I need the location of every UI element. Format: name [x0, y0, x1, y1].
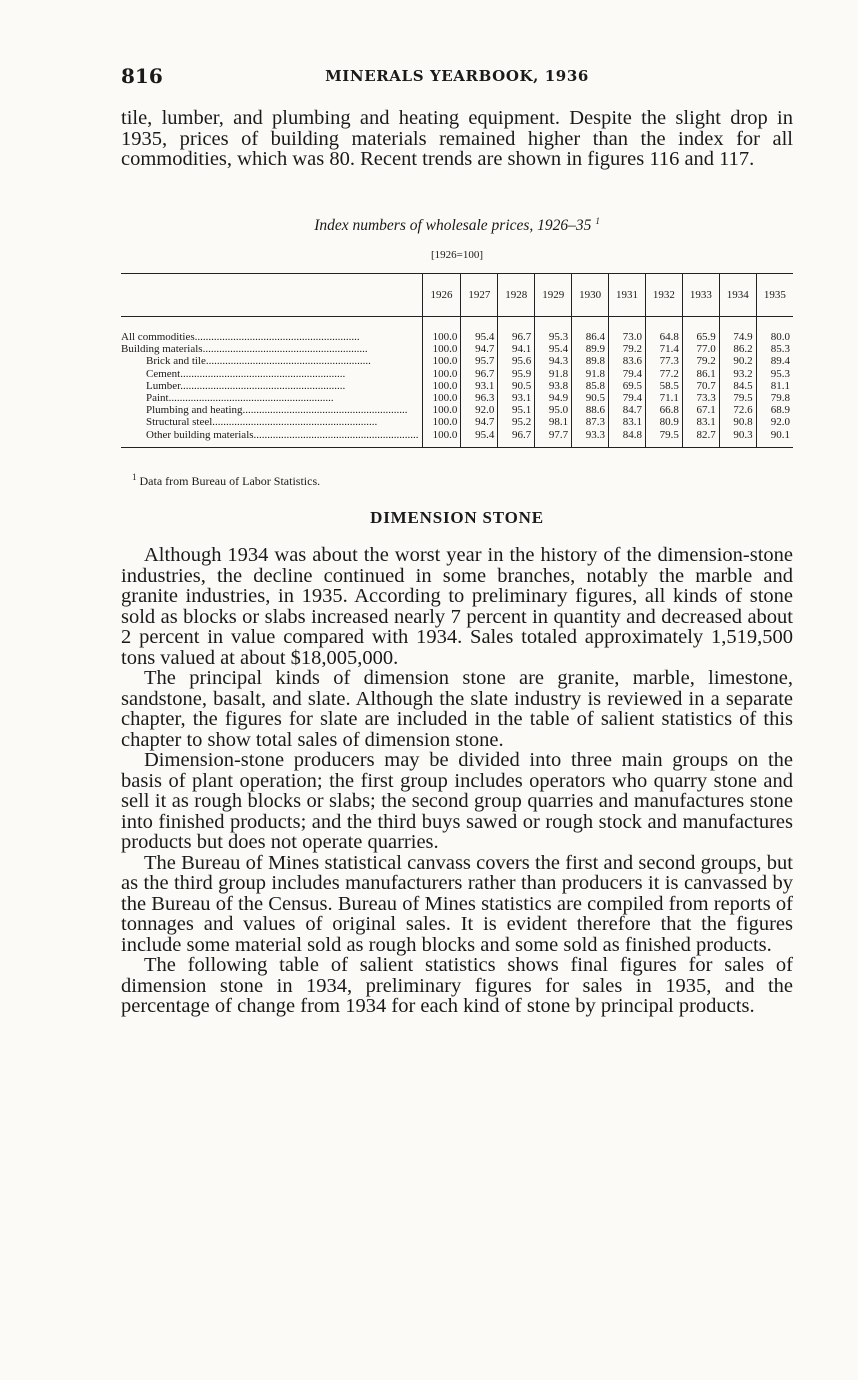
- value-cell: 94.7: [461, 416, 498, 428]
- spacer-cell: [645, 317, 682, 332]
- page-header: [121, 64, 793, 88]
- spacer-cell: [719, 317, 756, 332]
- value-cell: 68.9: [756, 404, 793, 416]
- column-header-1929: 1929: [535, 274, 572, 317]
- value-cell: 79.2: [682, 355, 719, 367]
- value-cell: 95.4: [461, 429, 498, 448]
- page-number: 816: [121, 64, 163, 88]
- value-cell: 95.2: [498, 416, 535, 428]
- value-cell: 87.3: [572, 416, 609, 428]
- value-cell: 86.1: [682, 368, 719, 380]
- table-row: [121, 404, 793, 416]
- column-header-1935: 1935: [756, 274, 793, 317]
- value-cell: 96.7: [498, 331, 535, 343]
- value-cell: 95.6: [498, 355, 535, 367]
- table-body: [121, 317, 793, 448]
- value-cell: 77.3: [645, 355, 682, 367]
- value-cell: 77.0: [682, 343, 719, 355]
- value-cell: 66.8: [645, 404, 682, 416]
- row-label-text: Building materials............................................................: [121, 343, 368, 356]
- value-cell: 95.1: [498, 404, 535, 416]
- row-label-text: All commodities............................................................: [121, 331, 360, 344]
- value-cell: 90.2: [719, 355, 756, 367]
- value-cell: 100.0: [422, 331, 461, 343]
- value-cell: 93.1: [498, 392, 535, 404]
- value-cell: 94.7: [461, 343, 498, 355]
- value-cell: 100.0: [422, 368, 461, 380]
- column-header-1934: 1934: [719, 274, 756, 317]
- spacer-cell: [422, 317, 461, 332]
- value-cell: 93.3: [572, 429, 609, 448]
- value-cell: 90.5: [498, 380, 535, 392]
- body-paragraph: Dimension-stone producers may be divided into three main groups on the basis of plant operation; the first group includes operators who quarry stone and sell it as rough blocks or slabs; the second group quarries and manufactures stone into finished products; and the third buys sawed or rough stock and manufactures products but does not operate quarries.: [121, 749, 793, 853]
- row-label-text: Other building materials............................................................: [146, 428, 419, 441]
- body-paragraph: The Bureau of Mines statistical canvass covers the first and second groups, but as the third group includes manufacturers rather than producers it is canvassed by the Bureau of the Census. Bureau of Mines statistics are compiled from reports of tonnages and values of original sales. It is evident therefore that the figures include some material sold as rough blocks and some sold as finished products.: [121, 851, 793, 956]
- footnote-text: Data from Bureau of Labor Statistics.: [139, 474, 321, 488]
- value-cell: 98.1: [535, 416, 572, 428]
- value-cell: 95.3: [535, 331, 572, 343]
- value-cell: 74.9: [719, 331, 756, 343]
- value-cell: 100.0: [422, 343, 461, 355]
- value-cell: 95.4: [461, 331, 498, 343]
- value-cell: 100.0: [422, 380, 461, 392]
- row-label: [121, 380, 422, 392]
- intro-paragraph: [121, 108, 793, 170]
- section-heading: DIMENSION STONE: [370, 508, 544, 527]
- table-title: [121, 216, 793, 235]
- spacer-cell: [609, 317, 646, 332]
- value-cell: 95.0: [535, 404, 572, 416]
- section-body: [121, 545, 793, 1017]
- value-cell: 73.3: [682, 392, 719, 404]
- row-label-text: Plumbing and heating............................................................: [146, 404, 408, 417]
- value-cell: 96.3: [461, 392, 498, 404]
- table-title-footnote-mark: 1: [595, 216, 600, 226]
- footnote-mark: 1: [132, 472, 137, 482]
- body-paragraph: Although 1934 was about the worst year in the history of the dimension-stone industries, the decline continued in some branches, notably the marble and granite industries, in 1935. According to preliminary figures, all kinds of stone sold as blocks or slabs increased nearly 7 percent in quantity and decreased about 2 percent in value compared with 1934. Sales totaled approximately 1,519,500 tons valued at about $18,005,000.: [121, 544, 793, 669]
- row-label: [121, 404, 422, 416]
- column-header-1932: 1932: [645, 274, 682, 317]
- value-cell: 89.8: [572, 355, 609, 367]
- row-label-text: Paint............................................................: [146, 392, 334, 405]
- value-cell: 84.8: [609, 429, 646, 448]
- value-cell: 65.9: [682, 331, 719, 343]
- value-cell: 94.1: [498, 343, 535, 355]
- value-cell: 100.0: [422, 416, 461, 428]
- table-row: [121, 429, 793, 448]
- value-cell: 90.1: [756, 429, 793, 448]
- value-cell: 92.0: [461, 404, 498, 416]
- value-cell: 89.9: [572, 343, 609, 355]
- table-row: [121, 368, 793, 380]
- value-cell: 72.6: [719, 404, 756, 416]
- table-header-row: [121, 274, 793, 317]
- spacer-cell: [682, 317, 719, 332]
- column-header-1930: 1930: [572, 274, 609, 317]
- spacer-cell: [572, 317, 609, 332]
- value-cell: 71.1: [645, 392, 682, 404]
- value-cell: 96.7: [498, 429, 535, 448]
- row-label: [121, 331, 422, 343]
- table-spacer-row: [121, 317, 793, 332]
- value-cell: 79.2: [609, 343, 646, 355]
- spacer-cell: [461, 317, 498, 332]
- value-cell: 95.3: [756, 368, 793, 380]
- value-cell: 84.7: [609, 404, 646, 416]
- value-cell: 93.1: [461, 380, 498, 392]
- value-cell: 94.9: [535, 392, 572, 404]
- row-label-text: Lumber............................................................: [146, 379, 346, 392]
- column-header-1926: 1926: [422, 274, 461, 317]
- table-row: [121, 331, 793, 343]
- value-cell: 100.0: [422, 355, 461, 367]
- value-cell: 79.8: [756, 392, 793, 404]
- table-title-text: Index numbers of wholesale prices, 1926–35: [314, 217, 592, 235]
- column-header-1927: 1927: [461, 274, 498, 317]
- value-cell: 94.3: [535, 355, 572, 367]
- row-label: [121, 355, 422, 367]
- spacer-cell: [498, 317, 535, 332]
- value-cell: 95.4: [535, 343, 572, 355]
- value-cell: 100.0: [422, 429, 461, 448]
- value-cell: 58.5: [645, 380, 682, 392]
- value-cell: 89.4: [756, 355, 793, 367]
- wholesale-price-table: [121, 273, 793, 448]
- value-cell: 93.8: [535, 380, 572, 392]
- value-cell: 100.0: [422, 404, 461, 416]
- row-label: [121, 392, 422, 404]
- value-cell: 73.0: [609, 331, 646, 343]
- value-cell: 85.3: [756, 343, 793, 355]
- value-cell: 91.8: [535, 368, 572, 380]
- value-cell: 80.0: [756, 331, 793, 343]
- row-label-text: Cement............................................................: [146, 367, 346, 380]
- value-cell: 90.3: [719, 429, 756, 448]
- value-cell: 69.5: [609, 380, 646, 392]
- value-cell: 88.6: [572, 404, 609, 416]
- value-cell: 80.9: [645, 416, 682, 428]
- value-cell: 79.5: [645, 429, 682, 448]
- row-label: [121, 368, 422, 380]
- body-paragraph: The following table of salient statistics shows final figures for sales of dimension stone in 1934, preliminary figures for sales in 1935, and the percentage of change from 1934 for each kind of stone by principal products.: [121, 954, 793, 1017]
- value-cell: 92.0: [756, 416, 793, 428]
- value-cell: 86.4: [572, 331, 609, 343]
- value-cell: 83.1: [609, 416, 646, 428]
- value-cell: 90.8: [719, 416, 756, 428]
- value-cell: 93.2: [719, 368, 756, 380]
- running-head: MINERALS YEARBOOK, 1936: [325, 67, 589, 85]
- value-cell: 64.8: [645, 331, 682, 343]
- value-cell: 70.7: [682, 380, 719, 392]
- table-row: [121, 343, 793, 355]
- value-cell: 97.7: [535, 429, 572, 448]
- value-cell: 71.4: [645, 343, 682, 355]
- value-cell: 83.6: [609, 355, 646, 367]
- row-label: [121, 429, 422, 448]
- value-cell: 95.9: [498, 368, 535, 380]
- value-cell: 82.7: [682, 429, 719, 448]
- table-stub-header: [121, 274, 422, 317]
- value-cell: 83.1: [682, 416, 719, 428]
- column-header-1928: 1928: [498, 274, 535, 317]
- value-cell: 85.8: [572, 380, 609, 392]
- value-cell: 90.5: [572, 392, 609, 404]
- row-label-text: Structural steel............................................................: [146, 416, 378, 429]
- row-label-text: Brick and tile............................................................: [146, 355, 371, 368]
- value-cell: 86.2: [719, 343, 756, 355]
- table-row: [121, 392, 793, 404]
- row-label: [121, 416, 422, 428]
- value-cell: 79.4: [609, 392, 646, 404]
- value-cell: 79.5: [719, 392, 756, 404]
- value-cell: 100.0: [422, 392, 461, 404]
- row-label: [121, 343, 422, 355]
- value-cell: 81.1: [756, 380, 793, 392]
- spacer-cell: [121, 317, 422, 332]
- value-cell: 95.7: [461, 355, 498, 367]
- table-row: [121, 355, 793, 367]
- spacer-cell: [535, 317, 572, 332]
- intro-paragraph-text: tile, lumber, and plumbing and heating equipment. Despite the slight drop in 1935, prices of building materials remained higher than the index for all commodities, which was 80. Recent trends are shown in figures 116 and 117.: [121, 107, 793, 170]
- column-header-1933: 1933: [682, 274, 719, 317]
- value-cell: 91.8: [572, 368, 609, 380]
- value-cell: 79.4: [609, 368, 646, 380]
- value-cell: 84.5: [719, 380, 756, 392]
- value-cell: 77.2: [645, 368, 682, 380]
- table-row: [121, 416, 793, 428]
- value-cell: 67.1: [682, 404, 719, 416]
- table-base-note: [1926=100]: [430, 249, 484, 261]
- body-paragraph: The principal kinds of dimension stone are granite, marble, limestone, sandstone, basalt, and slate. Although the slate industry is reviewed in a separate chapter, the figures for slate are included in the table of salient statistics of this chapter to show total sales of dimension stone.: [121, 667, 793, 751]
- table-footnote: [132, 472, 320, 489]
- column-header-1931: 1931: [609, 274, 646, 317]
- value-cell: 96.7: [461, 368, 498, 380]
- table-row: [121, 380, 793, 392]
- spacer-cell: [756, 317, 793, 332]
